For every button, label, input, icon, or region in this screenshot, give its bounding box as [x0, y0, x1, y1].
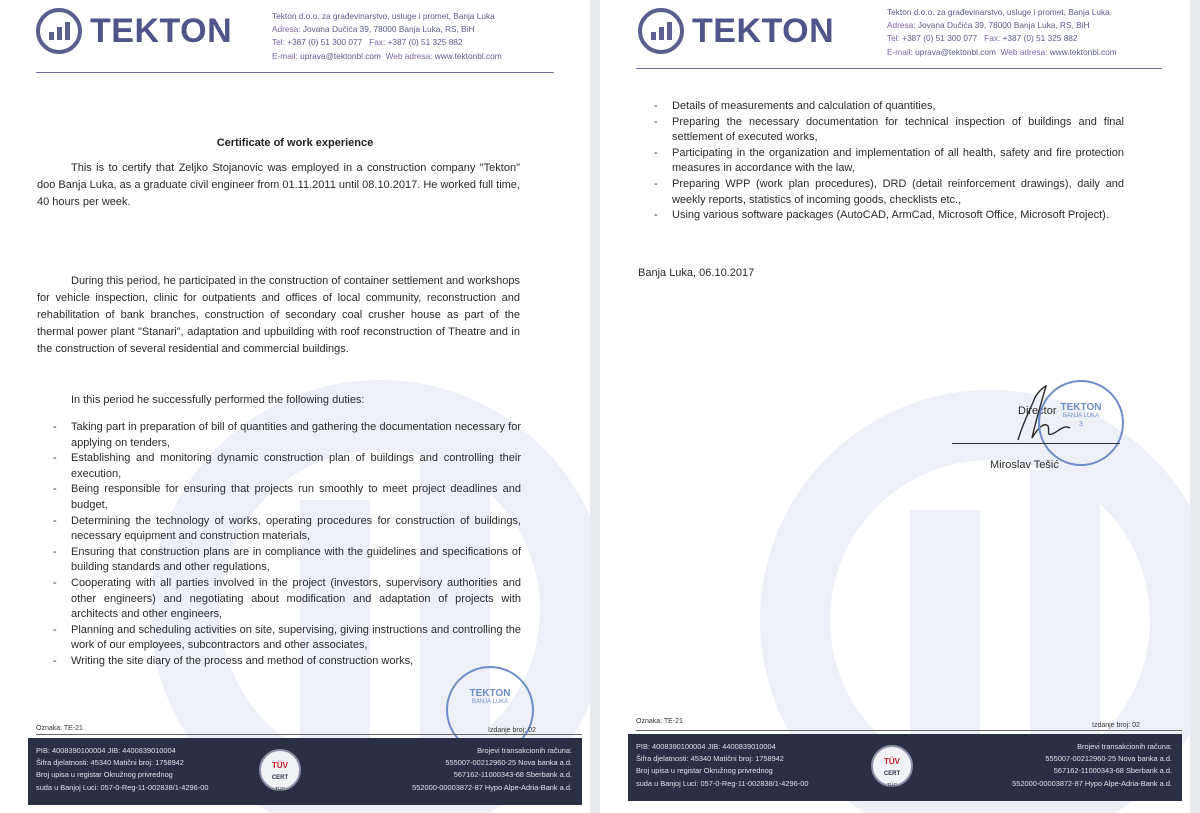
list-item: - Determining the technology of works, operating procedures for construction of buildings, necessary equipment and construction materials,: [53, 514, 521, 543]
company-stamp: TEKTON BANJA LUKA 3: [1038, 380, 1124, 466]
list-item: - Writing the site diary of the process and method of construction works,: [53, 654, 414, 667]
registration-info: PIB: 4008390100004 JIB: 4400839010004 Šifra djelatnosti: 45340 Matični broj: 1758942 Broj upisa u registar Okružnog privrednog suda u Banjoj Luci: 057-0-Reg-11-002838/1-4296-00: [636, 742, 809, 788]
email-web-line: E-mail: uprava@tektonbl.com Web adresa: www.tektonbl.com: [272, 50, 502, 61]
certification-seal-icon: TÜV CERT TÜC: [871, 745, 913, 787]
header-divider: [636, 68, 1162, 69]
list-item: - Preparing WPP (work plan procedures), DRD (detail reinforcement drawings), daily and weekly reports, statistics of incoming goods, checklists etc.,: [654, 177, 1124, 206]
document-page-2: [600, 0, 1190, 813]
certification-seal-icon: TÜV CERT TÜC: [259, 749, 301, 791]
logo-text: TEKTON: [90, 11, 233, 50]
phone-line: Tel: +387 (0) 51 300 077 Fax: +387 (0) 51 325 882: [887, 33, 1078, 44]
logo-emblem-icon: [36, 8, 82, 54]
company-name-line: Tekton d.o.o. za građevinarstvo, usluge i promet, Banja Luka: [272, 11, 495, 21]
registration-info: PIB: 4008390100004 JIB: 4400839010004 Šifra djelatnosti: 45340 Matični broj: 1758942 Broj upisa u registar Okružnog privrednog suda u Banjoj Luci: 057-0-Reg-11-002838/1-4296-00: [36, 746, 209, 792]
list-item: - Planning and scheduling activities on site, supervising, giving instructions and controlling the work of our employees, subcontractors and other associates,: [53, 623, 521, 652]
document-page-1: [0, 0, 590, 813]
bank-accounts: Brojevi transakcionih računa: 555007-00212960-25 Nova banka a.d. 567162-11000343-68 Sberbank a.d. 552000-00003872-87 Hypo Alpe-Adria-Bank a.d.: [1012, 742, 1172, 788]
bank-accounts: Brojevi transakcionih računa: 555007-00212960-25 Nova banka a.d. 567162-11000343-68 Sberbank a.d. 552000-00003872-87 Hypo Alpe-Adria-Bank a.d.: [412, 746, 572, 792]
header-divider: [36, 72, 554, 73]
company-header: [887, 6, 1117, 59]
edition-number: Izdanje broj: 02: [1092, 722, 1140, 729]
edition-number: Izdanje broj: 02: [488, 727, 536, 734]
list-item: - Being responsible for ensuring that projects run smoothly to meet project deadlines and budget,: [53, 483, 521, 511]
logo-emblem-icon: [638, 8, 684, 54]
list-item: - Details of measurements and calculation of quantities,: [654, 100, 936, 112]
address-line: Adresa: Jovana Dučića 39, 78000 Banja Luka, RS, BiH: [272, 24, 475, 35]
footer-bar: [628, 734, 1182, 801]
list-item: - Taking part in preparation of bill of quantities and gathering the documentation necessary for applying on tenders,: [53, 421, 521, 449]
signer-title: Director: [1018, 405, 1057, 417]
email-web-line: E-mail: uprava@tektonbl.com Web adresa: www.tektonbl.com: [887, 46, 1117, 57]
address-line: Adresa: Jovana Dučića 39, 78000 Banja Luka, RS, BiH: [887, 20, 1090, 31]
document-title: Certificate of work experience: [216, 137, 374, 149]
form-code: Oznaka: TE-21: [636, 718, 683, 725]
footer-bar: [28, 738, 582, 805]
company-stamp: TEKTON BANJA LUKA: [446, 666, 534, 754]
duties-intro: In this period he successfully performed the following duties:: [71, 394, 365, 406]
intro-paragraph: This is to certify that Zeljko Stojanovic was employed in a construction company "Tekton" doo Banja Luka, as a graduate civil engineer from 01.11.2011 until 08.10.2017. He worked full time, 40 hours per week.: [37, 162, 520, 208]
projects-paragraph: During this period, he participated in the construction of container settlement and workshops for vehicle inspection, clinic for outpatients and offices of local community, reconstruction and rehabilitation of bank branches, construction of secondary coal crusher house as part of the thermal power plant "Stanari", adaptation and upbuilding with roof reconstruction of Theatre and in the construction of several residential and commercial buildings.: [37, 275, 520, 355]
phone-line: Tel: +387 (0) 51 300 077 Fax: +387 (0) 51 325 882: [272, 37, 463, 48]
list-item: - Cooperating with all parties involved in the project (investors, supervisory authorities and other engineers) and negotiating about modification and adaptation of projects with architects and other engineers,: [53, 576, 521, 621]
duties-list: [53, 420, 521, 670]
footer-divider: [636, 730, 1182, 731]
duties-list-continued: [654, 99, 1124, 224]
place-date: Banja Luka, 06.10.2017: [638, 267, 755, 279]
list-item: - Using various software packages (AutoCAD, ArmCad, Microsoft Office, Microsoft Project).: [654, 209, 1109, 222]
company-logo: [36, 6, 232, 56]
list-item: - Participating in the organization and implementation of all health, safety and fire protection measures in accordance with the law,: [654, 146, 1124, 175]
signer-name: Miroslav Tešić: [990, 459, 1059, 471]
company-name-line: Tekton d.o.o. za građevinarstvo, usluge i promet, Banja Luka: [887, 7, 1110, 17]
list-item: - Preparing the necessary documentation for technical inspection of buildings and final settlement of executed works,: [654, 115, 1124, 144]
form-code: Oznaka: TE-21: [36, 725, 83, 732]
company-header: [272, 10, 502, 63]
company-logo: [638, 6, 834, 56]
footer-divider: [36, 734, 582, 735]
list-item: - Establishing and monitoring dynamic construction plan of buildings and controlling their execution,: [53, 452, 521, 480]
signature-line: [952, 443, 1120, 444]
list-item: - Ensuring that construction plans are in compliance with the guidelines and specifications of building standards and other regulations,: [53, 545, 521, 574]
logo-text: TEKTON: [692, 11, 835, 50]
